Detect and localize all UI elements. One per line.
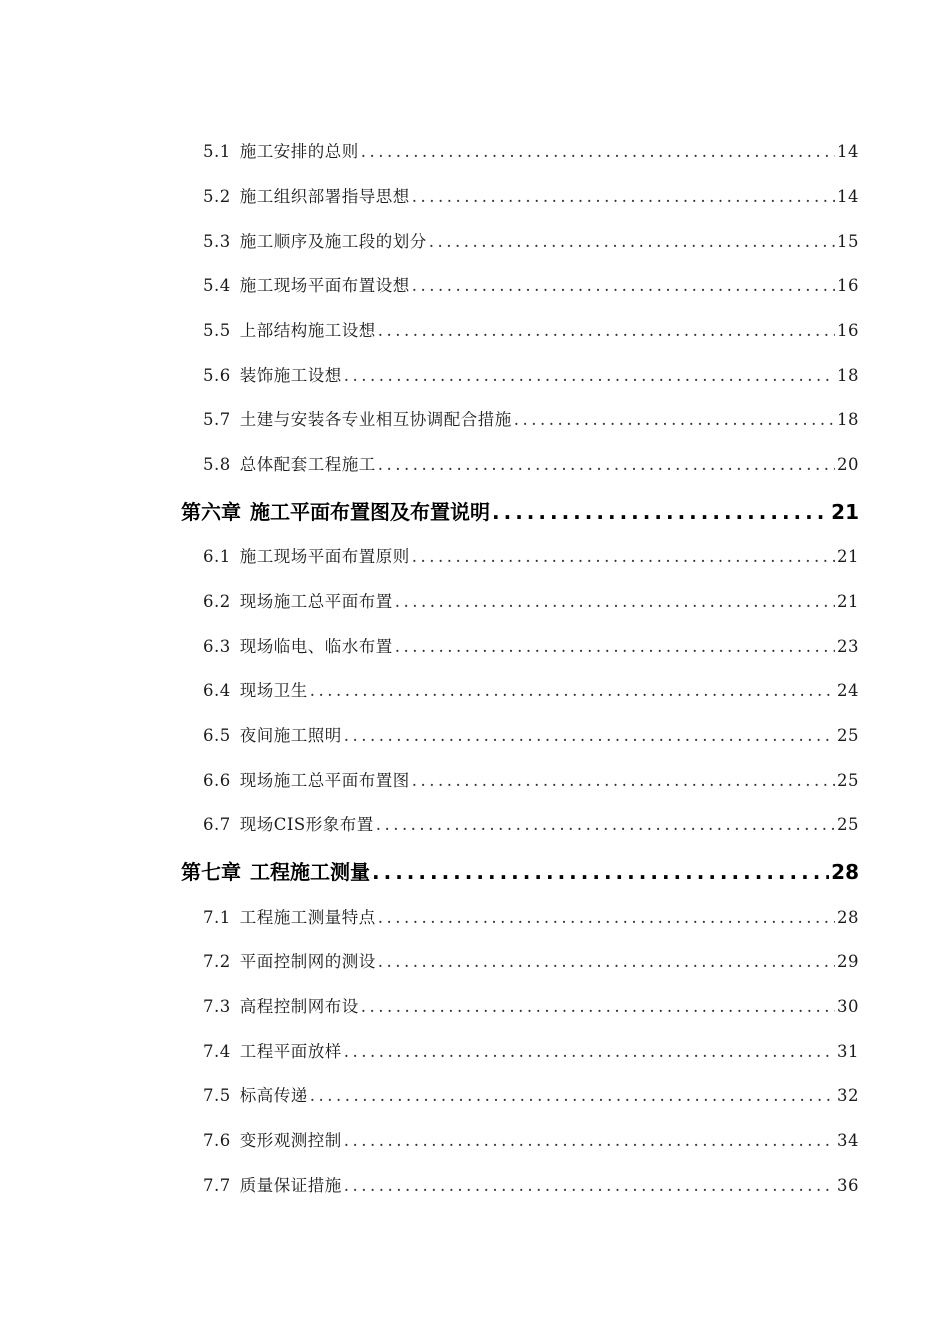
toc-section-number: 7.7: [203, 1176, 231, 1195]
toc-entry[interactable]: [203, 406, 859, 430]
toc-page-number: 32: [837, 1086, 859, 1105]
toc-section-title: 工程施工测量特点: [239, 908, 376, 927]
toc-page-number: 18: [837, 410, 859, 429]
toc-chapter-entry[interactable]: [181, 856, 859, 885]
toc-entry[interactable]: [203, 811, 859, 835]
toc-dot-leader: [429, 232, 835, 251]
toc-dot-leader: [376, 815, 835, 834]
toc-section-number: 6.5: [203, 726, 231, 745]
toc-entry[interactable]: [203, 1172, 859, 1196]
toc-page-number: 25: [837, 771, 859, 790]
toc-page-number: 30: [837, 997, 859, 1016]
toc-section-title: 现场卫生: [239, 681, 308, 700]
toc-section-number: 5.2: [203, 187, 231, 206]
toc-chapter-title: 工程施工测量: [250, 860, 370, 884]
toc-page-number: 24: [837, 681, 859, 700]
toc-dot-leader: [412, 547, 835, 566]
toc-dot-leader: [378, 908, 835, 927]
toc-page-number: 16: [837, 276, 859, 295]
toc-entry[interactable]: [203, 317, 859, 341]
toc-section-title: 装饰施工设想: [239, 366, 342, 385]
toc-section-title: 现场CIS形象布置: [239, 815, 374, 834]
toc-dot-leader: [344, 366, 835, 385]
toc-section-number: 6.7: [203, 815, 231, 834]
toc-chapter-number: 第六章: [181, 500, 241, 524]
toc-page-number: 23: [837, 637, 859, 656]
toc-dot-leader: [344, 1042, 835, 1061]
toc-entry[interactable]: [203, 543, 859, 567]
toc-section-title: 施工现场平面布置设想: [239, 276, 410, 295]
toc-page-number: 36: [837, 1176, 859, 1195]
toc-chapter-number: 第七章: [181, 860, 241, 884]
toc-dot-leader: [492, 500, 829, 524]
toc-dot-leader: [395, 637, 835, 656]
toc-section-number: 5.5: [203, 321, 231, 340]
toc-chapter-entry[interactable]: [181, 496, 859, 525]
toc-section-number: 7.2: [203, 952, 231, 971]
toc-section-title: 施工安排的总则: [239, 142, 359, 161]
toc-section-title: 土建与安装各专业相互协调配合措施: [239, 410, 512, 429]
toc-section-title: 变形观测控制: [239, 1131, 342, 1150]
toc-section-number: 7.3: [203, 997, 231, 1016]
toc-dot-leader: [372, 860, 829, 884]
toc-section-number: 7.6: [203, 1131, 231, 1150]
toc-section-title: 施工组织部署指导思想: [239, 187, 410, 206]
toc-entry[interactable]: [203, 677, 859, 701]
toc-section-number: 5.4: [203, 276, 231, 295]
toc-entry[interactable]: [203, 767, 859, 791]
toc-dot-leader: [310, 681, 835, 700]
toc-section-number: 6.3: [203, 637, 231, 656]
toc-dot-leader: [395, 592, 835, 611]
toc-dot-leader: [310, 1086, 835, 1105]
toc-section-title: 现场临电、临水布置: [239, 637, 393, 656]
toc-dot-leader: [361, 997, 835, 1016]
toc-section-title: 夜间施工照明: [239, 726, 342, 745]
toc-section-number: 5.6: [203, 366, 231, 385]
toc-dot-leader: [412, 771, 835, 790]
toc-page-number: 21: [831, 500, 859, 524]
toc-page-number: 14: [837, 187, 859, 206]
toc-dot-leader: [378, 952, 835, 971]
toc-dot-leader: [378, 321, 835, 340]
toc-section-number: 7.1: [203, 908, 231, 927]
toc-dot-leader: [514, 410, 835, 429]
toc-section-title: 总体配套工程施工: [239, 455, 376, 474]
toc-entry[interactable]: [203, 722, 859, 746]
toc-entry[interactable]: [203, 228, 859, 252]
toc-dot-leader: [361, 142, 835, 161]
toc-section-title: 施工顺序及施工段的划分: [239, 232, 427, 251]
toc-entry[interactable]: [203, 362, 859, 386]
toc-chapter-title: 施工平面布置图及布置说明: [250, 500, 490, 524]
toc-page-number: 14: [837, 142, 859, 161]
toc-section-title: 上部结构施工设想: [239, 321, 376, 340]
toc-section-number: 6.2: [203, 592, 231, 611]
toc-section-number: 7.4: [203, 1042, 231, 1061]
toc-entry[interactable]: [203, 272, 859, 296]
toc-dot-leader: [344, 726, 835, 745]
toc-section-number: 7.5: [203, 1086, 231, 1105]
toc-page-number: 21: [837, 547, 859, 566]
toc-entry[interactable]: [203, 451, 859, 475]
toc-section-number: 5.8: [203, 455, 231, 474]
toc-section-number: 5.3: [203, 232, 231, 251]
toc-page-number: 34: [837, 1131, 859, 1150]
toc-section-number: 6.4: [203, 681, 231, 700]
toc-entry[interactable]: [203, 948, 859, 972]
toc-section-title: 标高传递: [239, 1086, 308, 1105]
toc-entry[interactable]: [203, 993, 859, 1017]
toc-entry[interactable]: [203, 1038, 859, 1062]
toc-section-number: 6.6: [203, 771, 231, 790]
toc-page-number: 21: [837, 592, 859, 611]
toc-dot-leader: [344, 1176, 835, 1195]
toc-section-title: 高程控制网布设: [239, 997, 359, 1016]
toc-dot-leader: [412, 276, 835, 295]
toc-page-number: 25: [837, 726, 859, 745]
toc-dot-leader: [344, 1131, 835, 1150]
toc-entry[interactable]: [203, 588, 859, 612]
toc-page-number: 28: [837, 908, 859, 927]
toc-entry[interactable]: [203, 1127, 859, 1151]
toc-entry[interactable]: [203, 1082, 859, 1106]
toc-entry[interactable]: [203, 183, 859, 207]
toc-section-title: 施工现场平面布置原则: [239, 547, 410, 566]
toc-section-title: 现场施工总平面布置图: [239, 771, 410, 790]
toc-dot-leader: [412, 187, 835, 206]
toc-dot-leader: [378, 455, 835, 474]
toc-page-number: 31: [837, 1042, 859, 1061]
toc-page-number: 18: [837, 366, 859, 385]
toc-section-title: 现场施工总平面布置: [239, 592, 393, 611]
toc-section-title: 质量保证措施: [239, 1176, 342, 1195]
toc-entry[interactable]: [203, 904, 859, 928]
toc-section-title: 平面控制网的测设: [239, 952, 376, 971]
toc-page-number: 25: [837, 815, 859, 834]
toc-section-title: 工程平面放样: [239, 1042, 342, 1061]
toc-page-number: 16: [837, 321, 859, 340]
toc-section-number: 5.7: [203, 410, 231, 429]
toc-entry[interactable]: [203, 633, 859, 657]
toc-page-number: 29: [837, 952, 859, 971]
toc-page-number: 15: [837, 232, 859, 251]
toc-page-number: 28: [831, 860, 859, 884]
toc-page-number: 20: [837, 455, 859, 474]
toc-section-number: 5.1: [203, 142, 231, 161]
toc-entry[interactable]: [203, 138, 859, 162]
toc-section-number: 6.1: [203, 547, 231, 566]
